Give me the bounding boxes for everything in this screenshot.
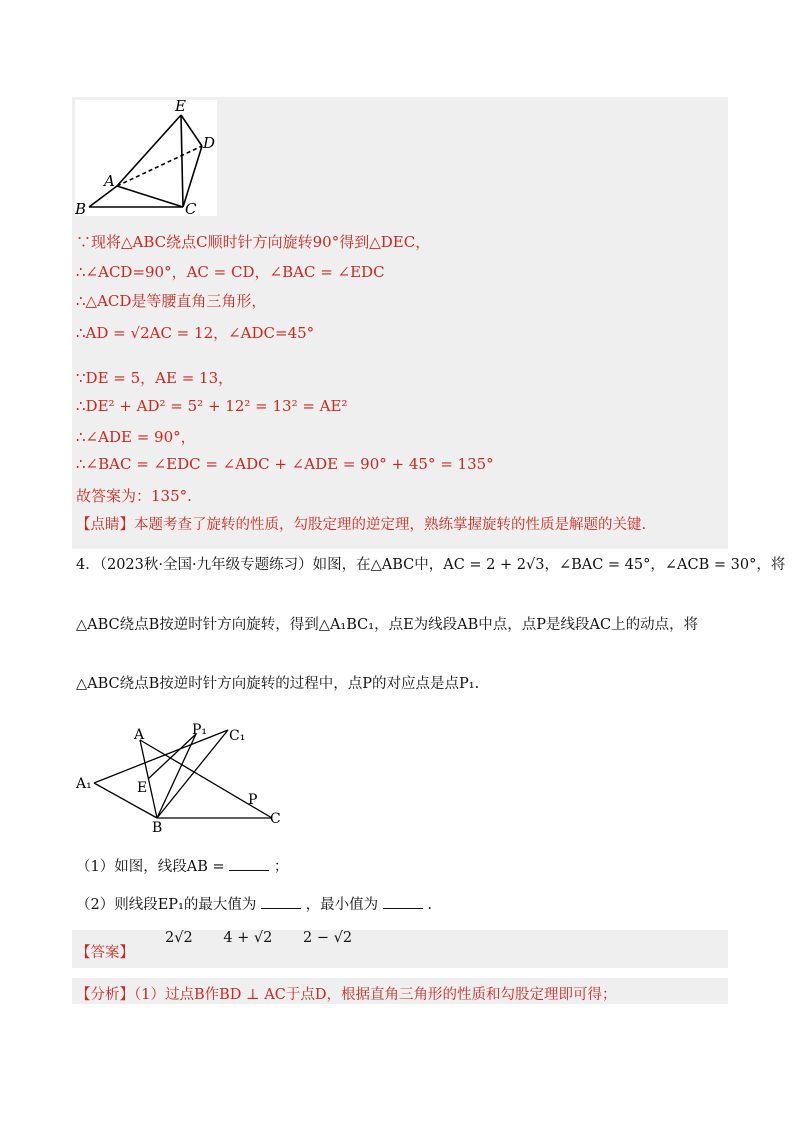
solution-line-5: ∵DE = 5，AE = 13， [76, 369, 234, 387]
sub1-blank [229, 856, 269, 871]
sub2-mid: ，最小值为 [305, 897, 379, 913]
analysis-text: 【分析】（1）过点B作BD ⊥ AC于点D，根据直角三角形的性质和勾股定理即可得； [76, 987, 617, 1003]
fig2-label-c1: C₁ [229, 728, 246, 744]
fig2-label-a1: A₁ [76, 776, 92, 792]
fig2-label-p: P [248, 792, 258, 808]
question-line-3: △ABC绕点B按逆时针方向旋转的过程中，点P的对应点是点P₁. [76, 676, 480, 692]
fig2-label-p1: P₁ [192, 722, 208, 738]
answer-2: 4 + √2 [223, 930, 273, 946]
solution-line-4: ∴AD = √2AC = 12，∠ADC=45° [76, 324, 315, 342]
fig1-label-a: A [104, 172, 115, 190]
solution-line-2: ∴∠ACD=90°，AC = CD，∠BAC = ∠EDC [76, 263, 385, 281]
solution-line-6: ∴DE² + AD² = 5² + 12² = 13² = AE² [76, 397, 348, 415]
answer-1: 2√2 [165, 930, 193, 946]
sub2-blank-max [261, 894, 301, 909]
sub1-prefix: （1）如图，线段AB = [76, 859, 225, 875]
answer-label: 【答案】 [76, 945, 134, 961]
sub-question-2 [76, 893, 432, 914]
fig1-label-b: B [75, 200, 87, 216]
figure-rotation-p1 [76, 722, 286, 836]
fig2-label-c: C [270, 811, 281, 827]
fig2-label-e: E [137, 780, 148, 796]
solution-line-8: ∴∠BAC = ∠EDC = ∠ADC + ∠ADE = 90° + 45° = 135° [76, 455, 494, 473]
answer-3: 2 − √2 [302, 930, 353, 946]
sub1-suffix: ； [273, 859, 289, 875]
fig1-label-e: E [175, 100, 186, 115]
sub-question-1 [76, 855, 288, 876]
key-point-comment: 【点睛】本题考查了旋转的性质，勾股定理的逆定理，熟练掌握旋转的性质是解题的关键. [76, 517, 647, 533]
solution-line-7: ∴∠ADE = 90°， [76, 428, 196, 446]
question-line-1: 4．（2023秋·全国·九年级专题练习）如图，在△ABC中，AC = 2 + 2√3，∠BAC = 45°，∠ACB = 30°，将 [76, 557, 786, 573]
sub2-suffix: . [427, 897, 432, 913]
solution-line-3: ∴△ACD是等腰直角三角形， [76, 292, 267, 310]
fig2-label-a: A [134, 727, 145, 743]
sub2-prefix: （2）则线段EP₁的最大值为 [76, 897, 257, 913]
sub2-blank-min [383, 894, 423, 909]
figure-rotation-triangles [75, 100, 217, 216]
answer-values [165, 930, 378, 946]
solution-line-1: ∵现将△ABC绕点C顺时针方向旋转90°得到△DEC， [76, 233, 431, 251]
fig2-label-b: B [152, 820, 163, 836]
question-line-2: △ABC绕点B按逆时针方向旋转，得到△A₁BC₁，点E为线段AB中点，点P是线段AC上的动点，将 [76, 617, 699, 633]
solution-line-9: 故答案为：135°. [76, 487, 192, 505]
fig1-label-c: C [185, 200, 197, 216]
fig1-label-d: D [203, 134, 216, 152]
